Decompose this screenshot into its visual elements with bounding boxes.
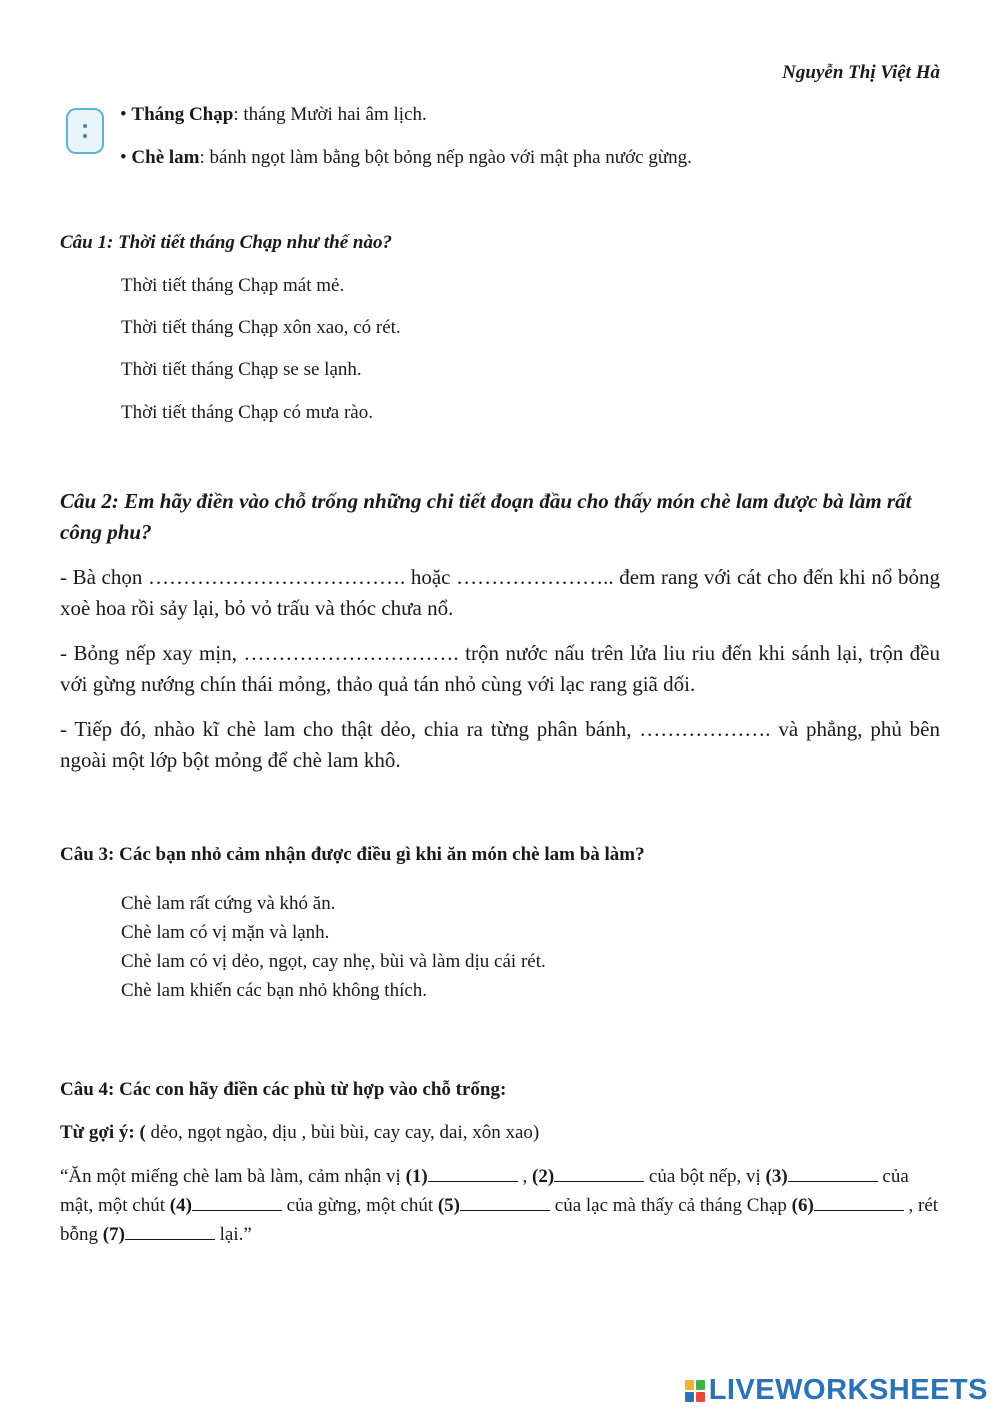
glossary-definition: : bánh ngọt làm bằng bột bỏng nếp ngào với mật pha nước gừng.	[199, 147, 692, 168]
question-1-option[interactable]: Thời tiết tháng Chạp se se lạnh.	[121, 359, 362, 380]
blank-number: (1)	[405, 1166, 428, 1187]
fill-text: của gừng, một chút	[281, 1195, 438, 1216]
fill-text: ,	[517, 1166, 532, 1187]
fill-text: của bột nếp, vị	[644, 1166, 766, 1187]
bullet: •	[120, 104, 127, 125]
blank-2[interactable]	[554, 1165, 644, 1182]
blank-3[interactable]	[788, 1165, 878, 1182]
logo-square	[685, 1380, 694, 1390]
blank-number: (4)	[169, 1195, 192, 1216]
question-1-option[interactable]: Thời tiết tháng Chạp xôn xao, có rét.	[121, 317, 401, 338]
question-2-title: Câu 2: Em hãy điền vào chỗ trống những chi tiết đoạn đầu cho thấy món chè lam được bà làm rất công phu?	[60, 489, 912, 544]
logo-square	[696, 1380, 705, 1390]
blank-7[interactable]	[125, 1223, 215, 1240]
glossary-term: Tháng Chạp	[131, 104, 234, 125]
note-icon	[66, 108, 104, 154]
hint-label: Từ gợi ý: (	[60, 1122, 146, 1143]
author-name: Nguyễn Thị Việt Hà	[782, 62, 940, 83]
liveworksheets-logo	[685, 1374, 988, 1407]
fill-text: “Ăn một miếng chè lam bà làm, cảm nhận vị	[60, 1166, 406, 1187]
blank-6[interactable]	[814, 1194, 904, 1211]
question-3-option[interactable]: Chè lam có vị dẻo, ngọt, cay nhẹ, bùi và làm dịu cái rét.	[121, 951, 546, 972]
fill-text: , rét bỗng	[60, 1195, 939, 1245]
question-3-title: Câu 3: Các bạn nhỏ cảm nhận được điều gì khi ăn món chè lam bà làm?	[60, 844, 645, 865]
blank-number: (5)	[437, 1195, 461, 1216]
glossary-term: Chè lam	[131, 147, 200, 168]
blank-number: (6)	[791, 1195, 814, 1216]
question-2-paragraph: - Bỏng nếp xay mịn, …………………………. trộn nước nấu trên lửa liu riu đến khi sánh lại, trộn đều với gừng nướng chín thái mỏng, thảo quả tán nhỏ cùng với lạc rang giã dối.	[60, 641, 940, 696]
word-hint	[60, 1122, 539, 1144]
fill-text: của lạc mà thấy cả tháng Chạp	[550, 1195, 792, 1216]
bullet: •	[120, 147, 127, 168]
question-4-title: Câu 4: Các con hãy điền các phù từ hợp vào chỗ trống:	[60, 1079, 507, 1100]
logo-square	[685, 1392, 694, 1402]
question-3-option[interactable]: Chè lam khiến các bạn nhỏ không thích.	[121, 980, 428, 1001]
question-1-option[interactable]: Thời tiết tháng Chạp có mưa rào.	[121, 402, 373, 423]
question-2-paragraph: - Bà chọn ………………………………. hoặc ………………….. đem rang với cát cho đến khi nổ bỏng xoè hoa rồi sảy lại, bỏ vỏ trấu và thóc chưa nổ.	[60, 565, 940, 620]
fill-text: của mật, một chút	[60, 1166, 909, 1216]
fill-text: lại.”	[214, 1224, 252, 1245]
blank-number: (2)	[532, 1166, 555, 1187]
blank-4[interactable]	[192, 1194, 282, 1211]
glossary-definition: : tháng Mười hai âm lịch.	[233, 104, 427, 125]
glossary-item	[120, 104, 427, 126]
hint-words: dẻo, ngọt ngào, dịu , bùi bùi, cay cay, dai, xôn xao)	[145, 1122, 540, 1143]
blank-1[interactable]	[428, 1165, 518, 1182]
question-3-option[interactable]: Chè lam rất cứng và khó ăn.	[121, 893, 336, 914]
question-2-paragraph: - Tiếp đó, nhào kĩ chè lam cho thật dẻo, chia ra từng phân bánh, ………………. và phẳng, phủ bên ngoài một lớp bột mỏng để chè lam khô.	[60, 717, 940, 772]
blank-number: (7)	[102, 1224, 125, 1245]
glossary-item	[120, 147, 692, 169]
question-3-option[interactable]: Chè lam có vị mặn và lạnh.	[121, 922, 330, 943]
question-1-option[interactable]: Thời tiết tháng Chạp mát mẻ.	[121, 275, 345, 296]
logo-icon	[685, 1380, 705, 1402]
question-1-title: Câu 1: Thời tiết tháng Chạp như thế nào?	[60, 232, 392, 253]
logo-square	[696, 1392, 705, 1402]
fill-in-paragraph	[60, 1162, 940, 1249]
blank-5[interactable]	[460, 1194, 550, 1211]
logo-text: LIVEWORKSHEETS	[708, 1374, 988, 1406]
blank-number: (3)	[765, 1166, 788, 1187]
